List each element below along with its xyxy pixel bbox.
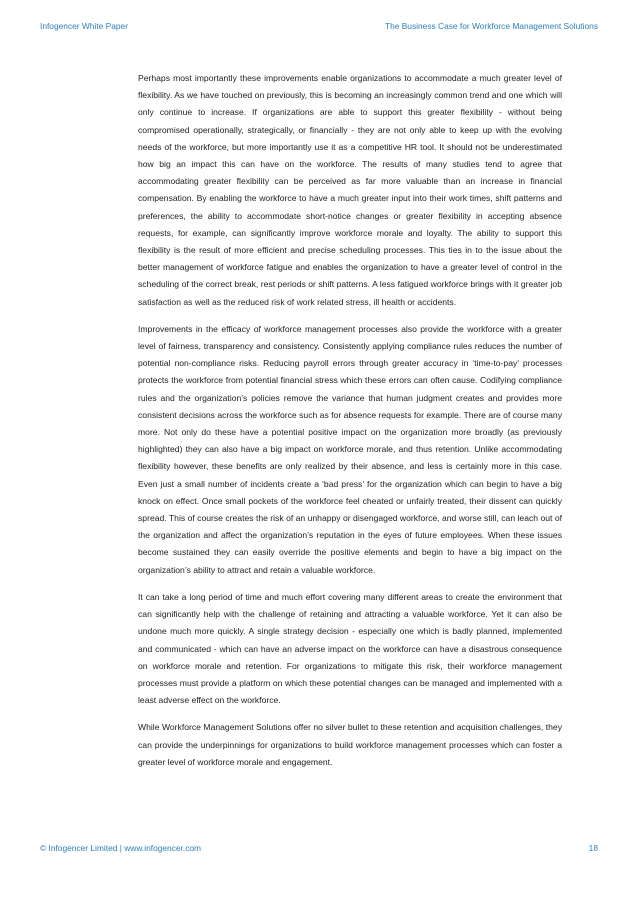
page-header	[40, 21, 598, 35]
body-paragraph-3: It can take a long period of time and much effort covering many different areas to create the environment that can significantly help with the challenge of retaining and attracting a valuable workforce. Yet it can also be undone much more quickly. A single strategy decision - especially one which is badly planned, implemented and communicated - which can have an adverse impact on the workforce can have a disastrous consequence on workforce morale and retention. For organizations to mitigate this risk, their workforce management processes must provide a platform on which these potential changes can be managed and implemented with a least adverse effect on the workforce.	[138, 591, 562, 706]
body-paragraph-4: While Workforce Management Solutions offer no silver bullet to these retention and acquisition challenges, they can provide the underpinnings for organizations to build workforce management processes which can foster a greater level of workforce morale and engagement.	[138, 722, 562, 767]
body-paragraph-1: Perhaps most importantly these improvements enable organizations to accommodate a much greater level of flexibility. As we have touched on previously, this is becoming an increasingly common trend and one which will only continue to increase. If organizations are able to support this greater flexibility - without being compromised operationally, strategically, or financially - they are not only able to keep up with the evolving needs of the workforce, but more importantly use it as a competitive HR tool. It should not be underestimated how big an impact this can have on the workforce. The results of many studies tend to agree that accommodating greater flexibility can be perceived as far more valuable than an increase in financial compensation. By enabling the workforce to have a much greater input into their work times, shift patterns and preferences, the ability to accommodate short-notice changes or greater flexibility in accepting absence requests, for example, can significantly improve workforce morale and loyalty. The ability to support this flexibility is the result of more efficient and precise scheduling processes. This ties in to the issue about the better management of workforce fatigue and enables the organization to have a greater level of control in the scheduling of the correct break, rest periods or shift patterns. A less fatigued workforce brings with it greater job satisfaction as well as the reduced risk of work related stress, ill health or accidents.	[138, 73, 562, 307]
header-document-type: Infogencer White Paper	[40, 21, 128, 31]
document-body	[138, 70, 562, 781]
page-footer	[40, 843, 598, 857]
body-paragraph-2: Improvements in the efficacy of workforce management processes also provide the workforce with a greater level of fairness, transparency and consistency. Consistently applying compliance rules reduces the number of potential non-compliance risks. Reducing payroll errors through greater accuracy in ‘time-to-pay’ processes protects the workforce from potential financial stress which these errors can often cause. Codifying compliance rules and the organization’s policies remove the variance that human judgment creates and provides more consistent decisions across the workforce such as for absence requests for example. There are of course many more. Not only do these have a potential positive impact on the organization more broadly (as previously highlighted) they can also have a big impact on workforce morale, and thus retention. Unlike accommodating flexibility however, these benefits are only realized by their absence, and less is certainly more in this case. Even just a small number of incidents create a ‘bad press’ for the organization which can begin to have a big knock on effect. Once small pockets of the workforce feel cheated or unfairly treated, their dissent can quickly spread. This of course creates the risk of an unhappy or disengaged workforce, and worse still, can leach out of the organization and affect the organization’s reputation in the eyes of future employees. When these issues become sustained they can easily override the positive elements and begin to have a big impact on the organization’s ability to attract and retain a valuable workforce.	[138, 323, 562, 575]
footer-copyright: © Infogencer Limited | www.infogencer.com	[40, 843, 202, 853]
header-document-title: The Business Case for Workforce Management Solutions	[384, 21, 598, 31]
page-number: 18	[588, 843, 598, 853]
